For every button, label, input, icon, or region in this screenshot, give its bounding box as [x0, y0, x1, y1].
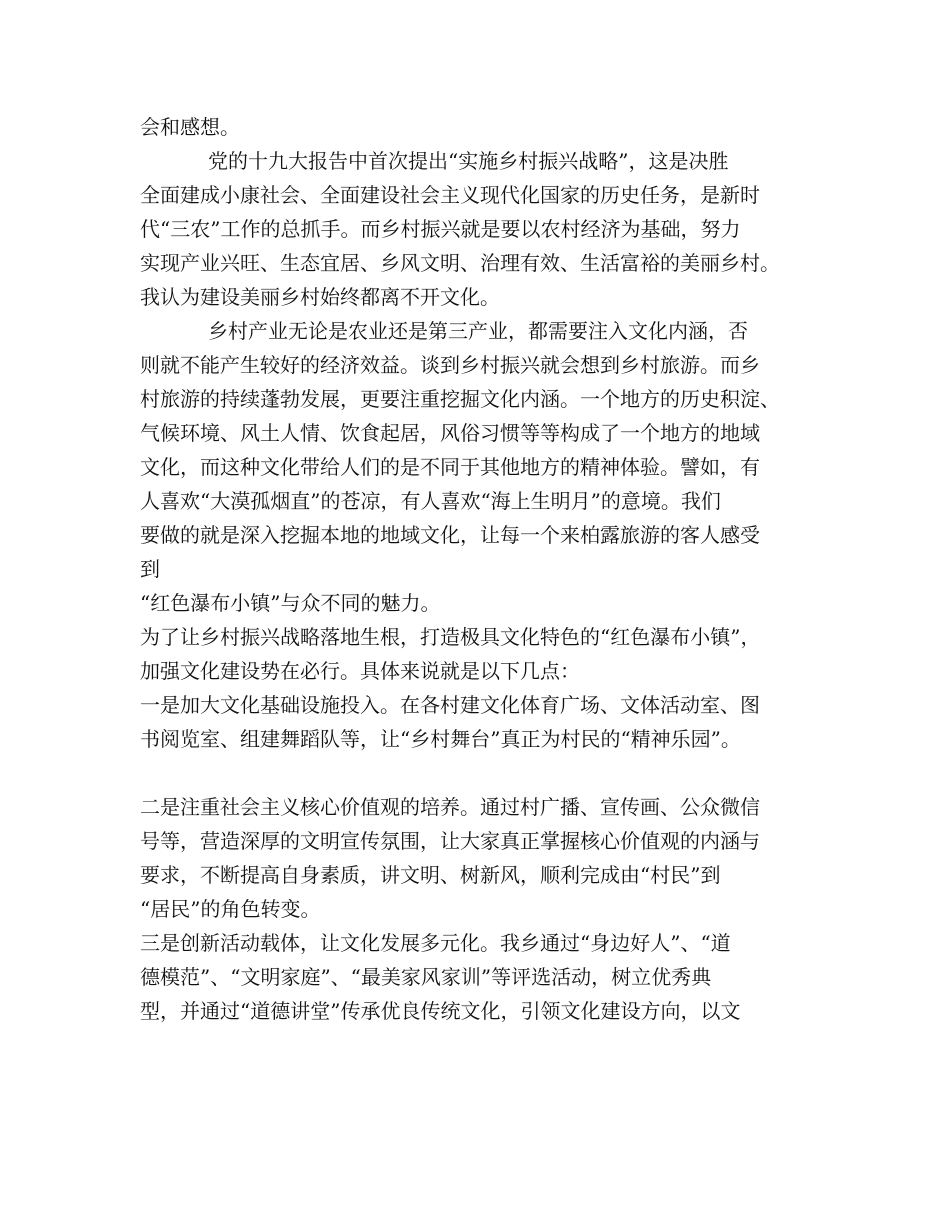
text-line: 型，并通过“道德讲堂”传承优良传统文化，引领文化建设方向，以文: [140, 999, 741, 1023]
text-line: 村旅游的持续蓬勃发展，更要注重挖掘文化内涵。一个地方的历史积淀、: [140, 387, 780, 411]
text-line: 为了让乡村振兴战略落地生根，打造极具文化特色的“红色瀑布小镇”，: [140, 625, 761, 649]
text-line: “红色瀑布小镇”与众不同的魅力。: [140, 591, 441, 615]
document-body: [140, 110, 840, 1028]
text-line: 则就不能产生较好的经济效益。谈到乡村振兴就会想到乡村旅游。而乡: [140, 353, 760, 377]
text-line: 会和感想。: [140, 115, 240, 139]
text-line: 要做的就是深入挖掘本地的地域文化，让每一个来柏露旅游的客人感受: [140, 523, 760, 547]
text-line: 代“三农”工作的总抓手。而乡村振兴就是要以农村经济为基础，努力: [140, 217, 741, 241]
text-line: 我认为建设美丽乡村始终都离不开文化。: [140, 285, 500, 309]
text-line: 一是加大文化基础设施投入。在各村建文化体育广场、文体活动室、图: [140, 693, 760, 717]
text-line: 号等，营造深厚的文明宣传氛围，让大家真正掌握核心价值观的内涵与: [140, 829, 760, 853]
text-line: 二是注重社会主义核心价值观的培养。通过村广播、宣传画、公众微信: [140, 795, 760, 819]
text-line: 书阅览室、组建舞蹈队等，让“乡村舞台”真正为村民的“精神乐园”。: [140, 727, 741, 751]
blank-line: [140, 756, 840, 790]
text-line: 人喜欢“大漠孤烟直”的苍凉，有人喜欢“海上生明月”的意境。我们: [140, 489, 721, 513]
text-line: 到: [140, 557, 160, 581]
text-line: 气候环境、风土人情、饮食起居，风俗习惯等等构成了一个地方的地域: [140, 421, 760, 445]
paragraph-first-line: 乡村产业无论是农业还是第三产业，都需要注入文化内涵，否: [208, 319, 748, 343]
text-line: “居民”的角色转变。: [140, 897, 321, 921]
text-line: 德模范”、“文明家庭”、“最美家风家训”等评选活动，树立优秀典: [140, 965, 712, 989]
text-line: 实现产业兴旺、生态宜居、乡风文明、治理有效、生活富裕的美丽乡村。: [140, 251, 780, 275]
paragraph-first-line: 党的十九大报告中首次提出“实施乡村振兴战略”，这是决胜: [208, 149, 729, 173]
text-line: 要求，不断提高自身素质，讲文明、树新风，顺利完成由“村民”到: [140, 863, 721, 887]
text-line: 文化，而这种文化带给人们的是不同于其他地方的精神体验。譬如，有: [140, 455, 760, 479]
text-line: 三是创新活动载体，让文化发展多元化。我乡通过“身边好人”、“道: [140, 931, 731, 955]
text-line: 加强文化建设势在必行。具体来说就是以下几点：: [140, 659, 580, 683]
text-line: 全面建成小康社会、全面建设社会主义现代化国家的历史任务，是新时: [140, 183, 760, 207]
